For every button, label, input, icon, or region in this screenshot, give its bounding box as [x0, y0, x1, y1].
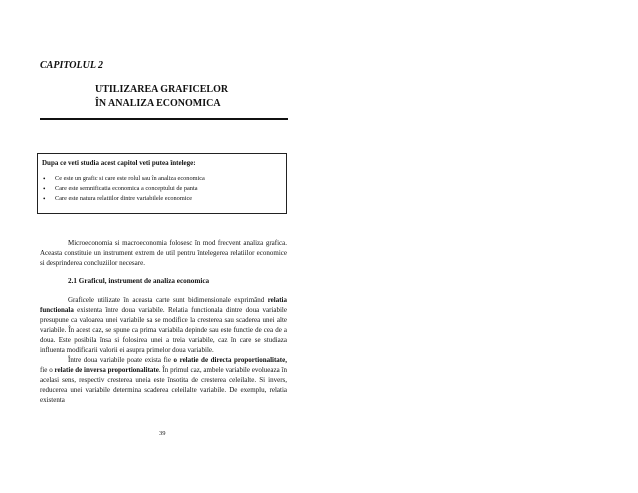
- section-bold-1: relatia functionala: [40, 296, 287, 314]
- title-divider: [40, 118, 288, 120]
- objective-item: • Care este natura relatiilor dintre variabilele economice: [42, 194, 282, 204]
- section-bold-3: relatie de inversa proportionalitate: [54, 366, 159, 374]
- chapter-title-line-1: UTILIZAREA GRAFICELOR: [95, 84, 229, 95]
- section-text-1: Graficele utilizate în aceasta carte sunt bidimensionale exprimând: [68, 296, 268, 304]
- objective-item: • Ce este un grafic si care este rolul sau în analiza economica: [42, 174, 282, 184]
- section-text-4: fie o: [40, 366, 55, 374]
- intro-paragraph-text: Microeconomia si macroeconomia folosesc în mod frecvent analiza grafica. Aceasta constituie un instrument extrem de util pentru întelegerea relatiilor economice si desprinderea concluziilor necesare.: [40, 239, 287, 267]
- page-number: 39: [159, 430, 166, 437]
- objectives-list: [42, 174, 282, 204]
- intro-paragraph: [40, 238, 287, 268]
- chapter-title-line-2: ÎN ANALIZA ECONOMICA: [95, 98, 221, 109]
- section-text-5: . În primul caz, ambele variabile evolueaza în acelasi sens, respectiv cresterea uneia este însotita de cresterea celeilalte. Si invers, reducerea unei variabile determina scaderea celeilalte variabile. De exemplu, relatia existenta: [40, 366, 287, 404]
- chapter-title: [95, 83, 228, 111]
- section-text-2: existenta între doua variabile. Relatia functionala dintre doua variabile presupune ca valoarea unei variabile sa se modifice la cresterea sau scaderea unei alte variabile. În acest caz, se spune ca prima variabila depinde sau este functie de cea de a doua. Este posibila însa si folosirea unei a treia variabile, caz în care se studiaza influenta modificarii valorii ei asupra primelor doua variabile.: [40, 306, 287, 354]
- section-bold-2: o relatie de directa proportionalitate,: [173, 356, 287, 364]
- section-heading: 2.1 Graficul, instrument de analiza economica: [68, 277, 210, 285]
- chapter-label: CAPITOLUL 2: [40, 60, 104, 71]
- section-text-3: Între doua variabile poate exista fie: [68, 356, 174, 364]
- objectives-heading: Dupa ce veti studia acest capitol veti putea întelege:: [42, 159, 196, 167]
- objective-item: • Care este semnificatia economica a conceptului de panta: [42, 184, 282, 194]
- objectives-box: [37, 153, 287, 214]
- section-paragraph: [40, 295, 287, 405]
